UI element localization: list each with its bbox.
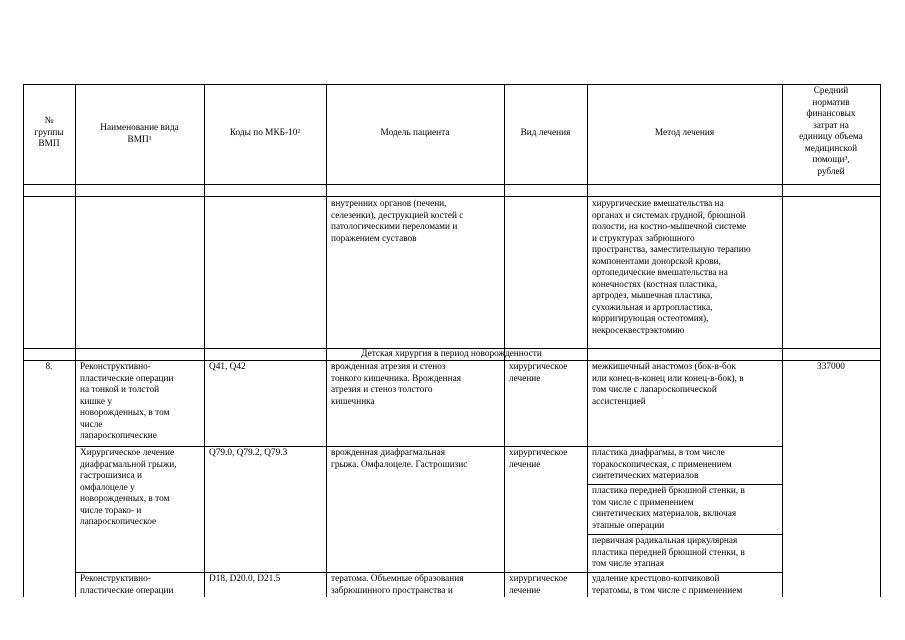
table-border bbox=[326, 84, 327, 597]
header-patient-model: Модель пациента bbox=[380, 128, 450, 138]
table-border bbox=[75, 446, 782, 447]
row-patient-model: врожденная диафрагмальная грыжа. Омфалоцеле. Гастрошизис bbox=[331, 448, 468, 470]
table-border bbox=[880, 84, 881, 597]
row-vmp-name: Реконструктивно- пластические операции bbox=[80, 574, 174, 596]
table-border bbox=[23, 84, 880, 85]
row-treatment-method: пластика передней брюшной стенки, в том числе с применением синтетических материалов, включая этапные операции bbox=[592, 486, 745, 531]
continuation-treatment-method: хирургические вмешательства на органах и системах грудной, брюшной полости, на костно-мышечной системе и структурах забрюшного пространства, заместительную терапию компонентами донорской крови, ортопедические вмешательства на конечностях (костная пластика, артродез, мышечная пластика, сухожильная и артропластика, корригирующая остеотомия), некросеквестрэктомию bbox=[592, 199, 751, 336]
header-treatment-type: Вид лечения bbox=[520, 128, 571, 138]
section-title: Детская хирургия в период новорожденности bbox=[361, 349, 542, 359]
table-border bbox=[587, 534, 782, 535]
table-border bbox=[75, 572, 782, 573]
row-treatment-type: хирургическое лечение bbox=[509, 574, 568, 596]
header-icd-codes: Коды по МКБ-10² bbox=[229, 128, 301, 138]
row-treatment-type: хирургическое лечение bbox=[509, 362, 568, 384]
header-group-number: № группы ВМП bbox=[34, 116, 64, 149]
row-vmp-name: Реконструктивно- пластические операции на тонкой и толстой кишке у новорожденных, в том числе лапароскопические bbox=[80, 362, 174, 441]
table-border bbox=[204, 84, 205, 597]
table-border bbox=[587, 84, 588, 597]
row-treatment-method: первичная радикальная циркулярная пластика передней брюшной стенки, в том числе этапная bbox=[592, 536, 745, 569]
row-icd-codes: Q41, Q42 bbox=[209, 362, 246, 372]
row-patient-model: тератома. Объемные образования забрюшинного пространства и bbox=[331, 574, 464, 596]
row-treatment-method: межкишечный анастомоз (бок-в-бок или конец-в-конец или конец-в-бок), в том числе с лапароскопической ассистенцией bbox=[592, 362, 744, 407]
table-border bbox=[23, 84, 24, 597]
header-treatment-method: Метод лечения bbox=[654, 128, 715, 138]
header-cost: Средний норматив финансовых затрат на единицу объема медицинской помощи³, рублей bbox=[799, 86, 863, 177]
table-border bbox=[23, 196, 880, 197]
row-treatment-method: пластика диафрагмы, в том числе торакоскопическая, с применением синтетических материалов bbox=[592, 448, 732, 481]
group-number: 8. bbox=[45, 362, 53, 372]
table-border bbox=[587, 484, 782, 485]
row-icd-codes: Q79.0, Q79.2, Q79.3 bbox=[209, 448, 288, 458]
table-border bbox=[23, 184, 880, 185]
row-icd-codes: D18, D20.0, D21.5 bbox=[209, 574, 281, 584]
row-treatment-method: удаление крестцово-копчиковой тератомы, в том числе с применением bbox=[592, 574, 743, 596]
header-vmp-name: Наименование вида ВМП¹ bbox=[100, 123, 179, 145]
row-patient-model: врожденная атрезия и стеноз тонкого кишечника. Врожденная атрезия и стеноз толстого кишечника bbox=[331, 362, 462, 407]
table-border bbox=[504, 84, 505, 597]
continuation-patient-model: внутренних органов (печени, селезенки), деструкцией костей с патологическими переломами и поражением суставов bbox=[331, 199, 464, 244]
row-vmp-name: Хирургическое лечение диафрагмальной грыжи, гастрошизиса и омфалоцеле у новорожденных, в том числе торако- и лапароскопическое bbox=[80, 448, 177, 527]
row-treatment-type: хирургическое лечение bbox=[509, 448, 568, 470]
table-border bbox=[75, 84, 76, 597]
cost-value: 337000 bbox=[817, 362, 845, 372]
